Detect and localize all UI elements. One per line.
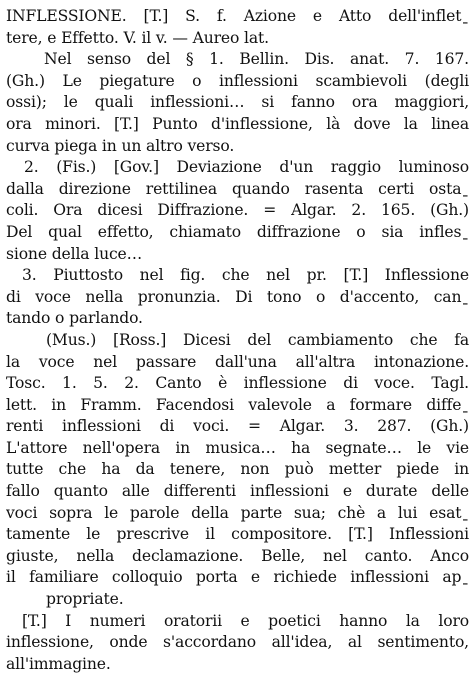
text-line-15: tando o parlando. [6,309,143,328]
text-line-4: (Gh.) Le piegature o inflessioni scambievoli (degli [6,71,469,90]
text-line-24: voci sopra le parole della parte sua; chè a lui esatˍ [6,503,469,522]
text-line-26: giuste, nella declamazione. Belle, nel canto. Anco [6,546,469,565]
text-line-28: propriate. [46,590,124,609]
text-line-11: Del qual effetto, chiamato diffrazione o sia inflesˍ [6,222,469,241]
text-line-7: curva piega in un altro verso. [6,136,235,155]
text-line-3: Nel senso del § 1. Bellin. Dis. anat. 7. 167. [44,50,469,69]
text-line-17: la voce nel passare dall'una all'altra intonazione. [6,352,469,371]
text-line-1: INFLESSIONE. [T.] S. f. Azione e Atto dell'infletˍ [6,7,469,25]
text-line-2: tere, e Effetto. V. il v. — Aureo lat. [6,28,269,47]
text-line-19: lett. in Framm. Facendosi valevole a formare diffeˍ [6,395,469,414]
text-line-9: dalla direzione rettilinea quando rasenta certi ostaˍ [6,179,469,198]
text-line-21: L'attore nell'opera in musica… ha segnate… le vie [6,438,469,457]
text-line-22: tutte che ha da tenere, non può metter piede in [6,460,469,479]
text-line-31: all'immagine. [6,654,111,673]
text-line-16: (Mus.) [Ross.] Dicesi del cambiamento che fa [46,330,469,349]
text-line-25: tamente le prescrive il compositore. [T.] Inflessioni [6,525,469,544]
text-line-8: 2. (Fis.) [Gov.] Deviazione d'un raggio luminoso [24,158,469,177]
text-line-13: 3. Piuttosto nel fig. che nel pr. [T.] Inflessione [22,266,469,285]
text-line-18: Tosc. 1. 5. 2. Canto è inflessione di voce. Tagl. [6,374,469,393]
text-line-29: [T.] I numeri oratorii e poetici hanno la loro [22,611,469,630]
text-line-23: fallo quanto alle differenti inflessioni e durate delle [6,482,469,501]
text-line-20: renti inflessioni di voci. = Algar. 3. 287. (Gh.) [6,417,469,436]
text-line-27: il familiare colloquio porta e richiede inflessioni apˍ [6,568,469,587]
text-line-30: inflessione, onde s'accordano all'idea, al sentimento, [6,633,469,652]
text-line-10: coli. Ora dicesi Diffrazione. = Algar. 2. 165. (Gh.) [6,201,469,220]
text-line-12: sione della luce… [6,244,143,263]
text-line-14: di voce nella pronunzia. Di tono o d'accento, canˍ [6,287,469,306]
text-line-6: ora minori. [T.] Punto d'inflessione, là dove la linea [6,114,469,133]
text-line-5: ossi); le quali inflessioni… si fanno ora maggiori, [6,93,469,112]
